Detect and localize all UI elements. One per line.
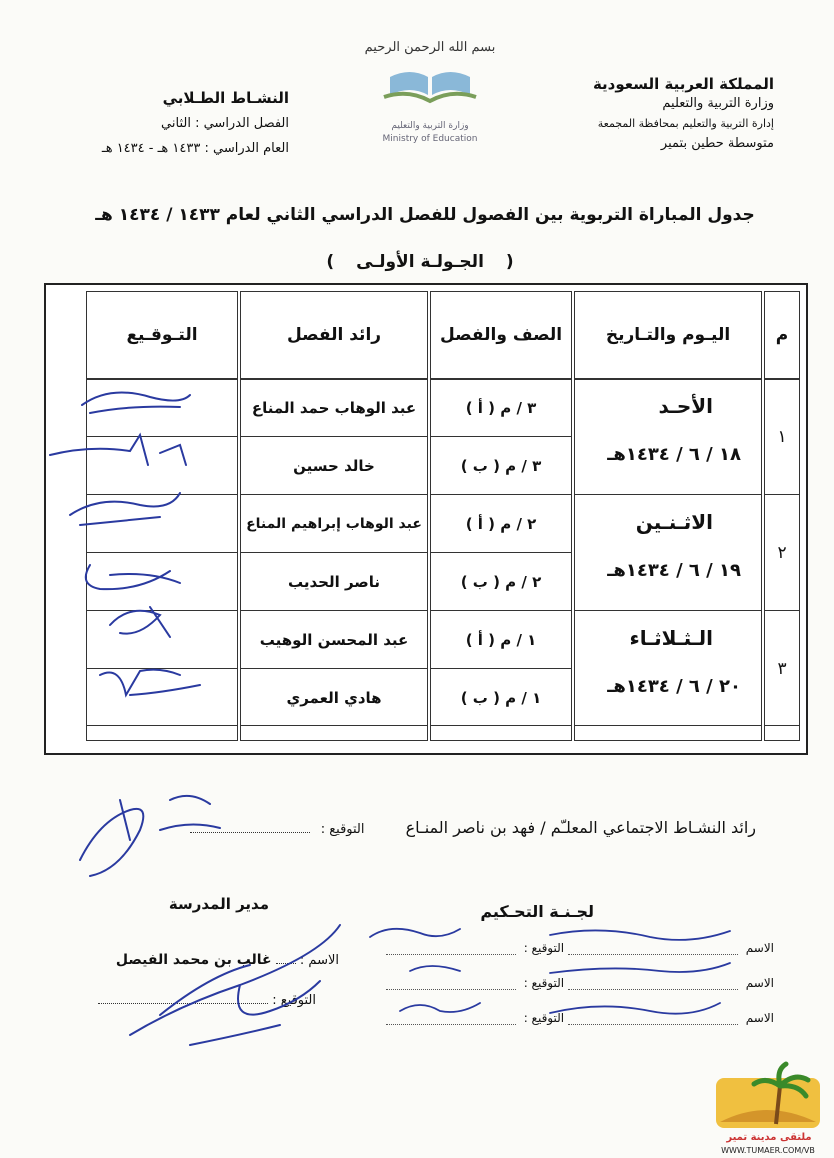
header-right xyxy=(534,74,774,154)
palm-tree-icon xyxy=(706,1058,830,1132)
leader-cell: هادي العمري xyxy=(286,689,382,707)
day-cell xyxy=(575,612,761,726)
basmala: بسم الله الرحمن الرحيم xyxy=(364,40,496,55)
leader-cell: عبد الوهاب إبراهيم المناع xyxy=(241,496,427,553)
leader-cell: عبد المحسن الوهيب xyxy=(241,612,427,669)
forum-logo-text: ملتقى مدينة تمير xyxy=(726,1132,812,1143)
leader-cell: خالد حسين xyxy=(241,438,427,495)
committee-title: لجـنـة التحـكيم xyxy=(480,902,594,921)
col-class xyxy=(430,291,572,741)
forum-logo xyxy=(706,1058,830,1158)
day-date: ١٨ / ٦ / ١٤٣٤هـ xyxy=(607,444,741,465)
class-cell: ٣ / م ( ب ) xyxy=(431,438,571,495)
day-num-cell: ١ xyxy=(765,380,799,495)
book-logo-icon xyxy=(370,55,490,115)
class-cell: ٢ / م ( أ ) xyxy=(431,496,571,553)
table-footer-gap xyxy=(431,725,571,740)
day-cell xyxy=(575,496,761,611)
header-directorate: إدارة التربية والتعليم بمحافظة المجمعة xyxy=(597,117,774,130)
ministry-caption-en: Ministry of Education xyxy=(382,134,478,144)
header-signature: التـوقـيع xyxy=(87,292,237,380)
committee-name-label: الاسم xyxy=(745,976,774,990)
table-handwritten-signatures xyxy=(30,375,220,735)
ministry-caption-ar: وزارة التربية والتعليم xyxy=(391,121,469,131)
table-footer-gap xyxy=(765,725,799,740)
header-num: م xyxy=(765,292,799,380)
header-day-date: اليـوم والتـاريخ xyxy=(575,292,761,380)
day-name: الـثـلاثـاء xyxy=(629,626,713,650)
col-num xyxy=(764,291,800,741)
header-school: متوسطة حطين بتمير xyxy=(660,136,774,151)
class-cell: ١ / م ( ب ) xyxy=(460,689,542,707)
committee-sig-label: التوقيع : xyxy=(523,976,565,990)
round-paren-close: ) xyxy=(326,252,335,272)
class-cell: ١ / م ( أ ) xyxy=(431,612,571,669)
header-year: العام الدراسي : ١٤٣٣ هـ - ١٤٣٤ هـ xyxy=(101,141,289,156)
day-name: الأحـد xyxy=(658,394,713,418)
day-date: ١٩ / ٦ / ١٤٣٤هـ xyxy=(607,560,741,581)
header-semester: الفصل الدراسي : الثاني xyxy=(161,116,289,131)
day-num-cell: ٢ xyxy=(765,496,799,611)
activity-leader-text: رائد النشـاط الاجتماعي المعلـّم / فهد بن ناصر المنـاع xyxy=(405,818,756,837)
day-cell xyxy=(575,380,761,495)
committee-name-label: الاسم xyxy=(745,941,774,955)
principal-name: غالب بن محمد الفيصل xyxy=(115,952,272,968)
committee-sig-label: التوقيع : xyxy=(523,1011,565,1025)
leader-cell: ناصر الحديب xyxy=(241,554,427,611)
round-label: الجـولـة الأولـى xyxy=(356,252,484,272)
document-title: جدول المباراة التربوية بين الفصول للفصل الدراسي الثاني لعام ١٤٣٣ / ١٤٣٤ هـ xyxy=(95,205,755,225)
activity-leader-sig-label: التوقيع : xyxy=(320,822,365,837)
header-left xyxy=(49,86,289,161)
forum-logo-url: WWW.TUMAER.COM/VB xyxy=(721,1146,815,1155)
principal-name-label: الاسم : xyxy=(299,953,339,968)
class-cell: ٢ / م ( ب ) xyxy=(431,554,571,611)
table-footer-gap xyxy=(241,725,427,740)
header-class: الصف والفصل xyxy=(431,292,571,380)
committee-sig-label: التوقيع : xyxy=(523,941,565,955)
header-kingdom: المملكة العربية السعودية xyxy=(592,75,774,93)
header-activity: النشـاط الطـلابي xyxy=(162,89,289,107)
day-num-cell: ٣ xyxy=(777,659,787,679)
round-paren-open: ( xyxy=(505,252,514,272)
day-date: ٢٠ / ٦ / ١٤٣٤هـ xyxy=(607,676,741,697)
header-ministry: وزارة التربية والتعليم xyxy=(662,96,774,111)
class-cell: ٣ / م ( أ ) xyxy=(431,380,571,437)
day-name: الاثـنـين xyxy=(635,510,713,534)
committee-handwriting xyxy=(360,915,760,1035)
col-leader xyxy=(240,291,428,741)
leader-cell: عبد الوهاب حمد المناع xyxy=(241,380,427,437)
round-title xyxy=(200,252,640,272)
activity-leader-signature xyxy=(60,780,230,890)
ministry-logo xyxy=(360,40,500,145)
principal-sig-label: التوقيع : xyxy=(272,993,316,1008)
committee-name-label: الاسم xyxy=(745,1011,774,1025)
header-leader: رائد الفصل xyxy=(241,292,427,380)
principal-signature xyxy=(120,915,360,1055)
principal-title: مدير المدرسة xyxy=(168,895,269,913)
col-day-date xyxy=(574,291,762,741)
table-footer-gap xyxy=(575,725,761,740)
